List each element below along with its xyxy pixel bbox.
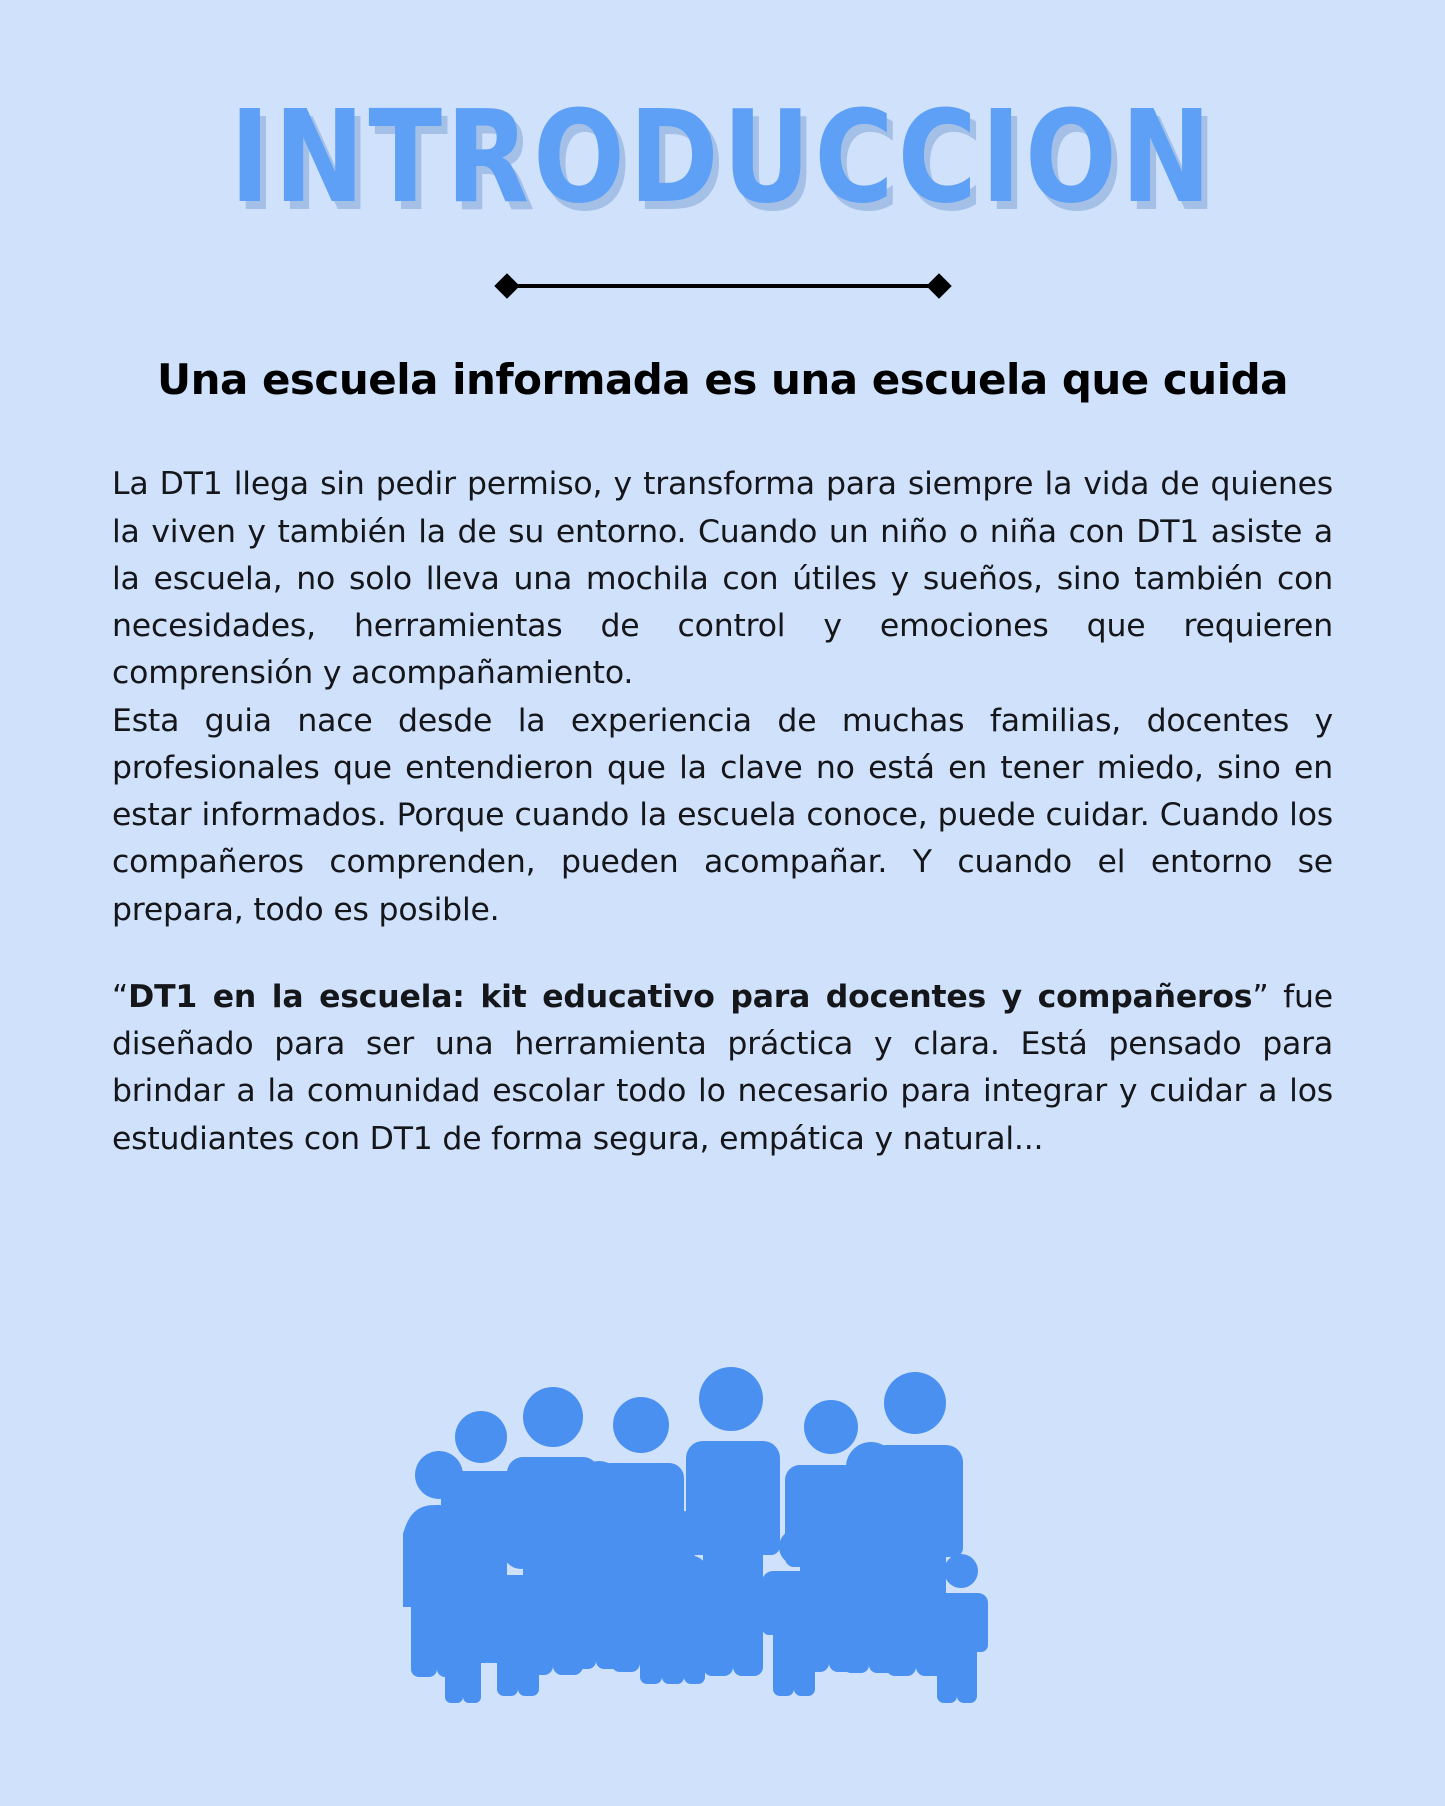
divider-bar xyxy=(512,284,934,288)
divider-diamond-right xyxy=(926,273,951,298)
content-area xyxy=(0,355,1445,1163)
crowd-illustration xyxy=(0,1365,1445,1710)
crowd-of-people-icon xyxy=(403,1365,1043,1705)
title-container xyxy=(0,0,1445,232)
kit-title-bold: DT1 en la escuela: kit educativo para docentes y compañeros xyxy=(128,978,1253,1015)
open-quote: “ xyxy=(112,978,129,1015)
page-title: INTRODUCCION xyxy=(229,84,1216,232)
subtitle: Una escuela informada es una escuela que cuida xyxy=(156,355,1289,404)
paragraph-2: Esta guia nace desde la experiencia de muchas familias, docentes y profesionales que entendieron que la clave no está en tener miedo, sino en estar informados. Porque cuando la escuela conoce, puede cuidar. Cuando los compañeros comprenden, pueden acompañar. Y cuando el entorno se prepara, todo es posible. xyxy=(112,702,1333,928)
body-text xyxy=(112,461,1333,1163)
diamond-divider xyxy=(498,271,948,301)
highlight-paragraph xyxy=(112,974,1333,1163)
highlight-rest: fue diseñado para ser una herramienta práctica y clara. Está pensado para brindar a la comunidad escolar todo lo necesario para integrar y cuidar a los estudiantes con DT1 de forma segura, empática y natural... xyxy=(112,978,1333,1157)
paragraph-1: La DT1 llega sin pedir permiso, y transforma para siempre la vida de quienes la viven y también la de su entorno. Cuando un niño o niña con DT1 asiste a la escuela, no solo lleva una mochila con útiles y sueños, sino también con necesidades, herramientas de control y emociones que requieren comprensión y acompañamiento. xyxy=(112,466,1333,692)
close-quote: ” xyxy=(1252,978,1269,1015)
